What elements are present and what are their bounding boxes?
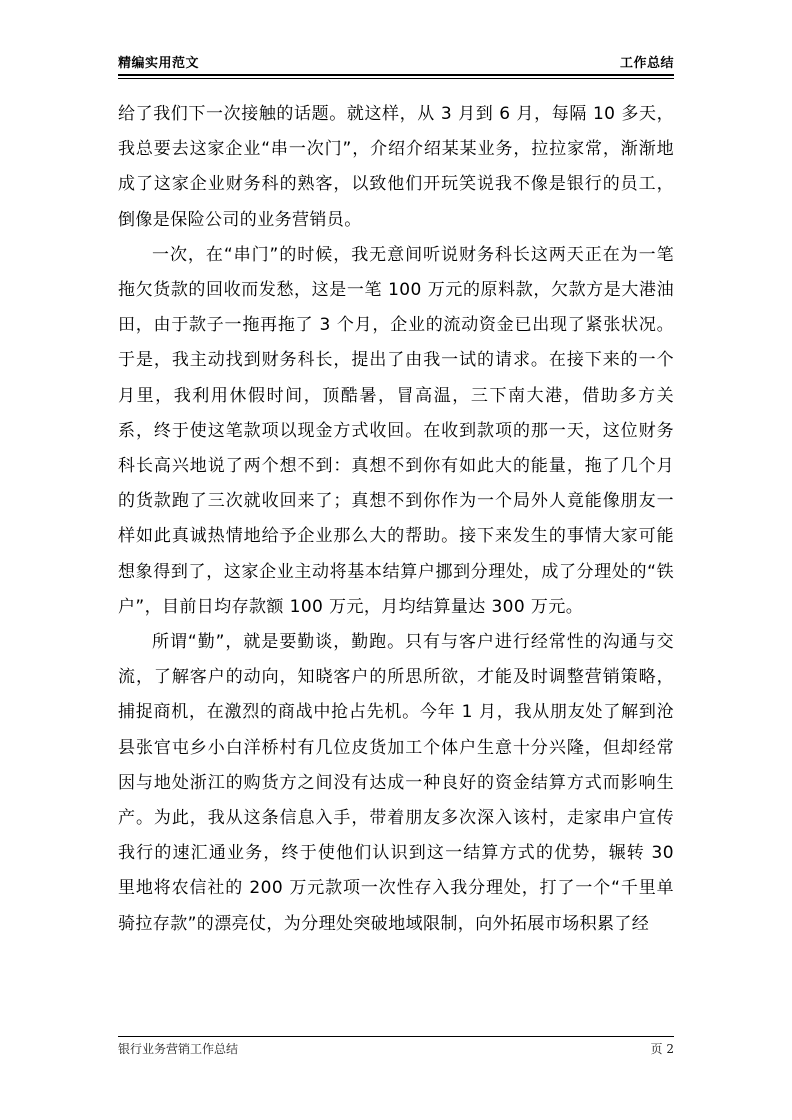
footer-document-title: 银行业务营销工作总结 [118,1042,239,1056]
paragraph: 所谓“勤”，就是要勤谈，勤跑。只有与客户进行经常性的沟通与交流，了解客户的动向，知晓客户的所思所欲，才能及时调整营销策略，捕捉商机，在激烈的商战中抢占先机。今年 1 月，我从朋友处了解到沧县张官屯乡小白洋桥村有几位皮货加工个体户生意十分兴隆，但却经常因与地处浙江的购货方之间没有达成一种良好的资金结算方式而影响生产。为此，我从这条信息入手，带着朋友多次深入该村，走家串户宣传我行的速汇通业务，终于使他们认识到这一结算方式的优势，辗转 30 里地将农信社的 200 万元款项一次性存入我分理处，打了一个“千里单骑拉存款”的漂亮仗，为分理处突破地域限制，向外拓展市场积累了经 [118,632,674,934]
header-rule-thick [118,74,674,76]
footer-page-number: 页 2 [650,1042,674,1056]
header-rule-thin [118,78,674,79]
paragraph: 一次，在“串门”的时候，我无意间听说财务科长这两天正在为一笔拖欠货款的回收而发愁，这是一笔 100 万元的原料款，欠款方是大港油田，由于款子一拖再拖了 3 个月，企业的流动资金已出现了紧张状况。于是，我主动找到财务科长，提出了由我一试的请求。在接下来的一个月里，我利用休假时间，顶酷暑，冒高温，三下南大港，借助多方关系，终于使这笔款项以现金方式收回。在收到款项的那一天，这位财务科长高兴地说了两个想不到：真想不到你有如此大的能量，拖了几个月的货款跑了三次就收回来了；真想不到你作为一个局外人竟能像朋友一样如此真诚热情地给予企业那么大的帮助。接下来发生的事情大家可能想象得到了，这家企业主动将基本结算户挪到分理处，成了分理处的“铁户”，目前日均存款额 100 万元，月均结算量达 300 万元。 [118,244,674,617]
paragraph-continued: 给了我们下一次接触的话题。就这样，从 3 月到 6 月，每隔 10 多天，我总要去这家企业“串一次门”，介绍介绍某某业务，拉拉家常，渐渐地成了这家企业财务科的熟客，以致他们开玩笑说我不像是银行的员工，倒像是保险公司的业务营销员。 [118,104,674,230]
header-left-title: 精编实用范文 [118,56,200,71]
page-footer [118,1040,674,1060]
footer-rule [118,1036,674,1037]
document-body [118,97,674,942]
header-right-title: 工作总结 [619,56,674,71]
